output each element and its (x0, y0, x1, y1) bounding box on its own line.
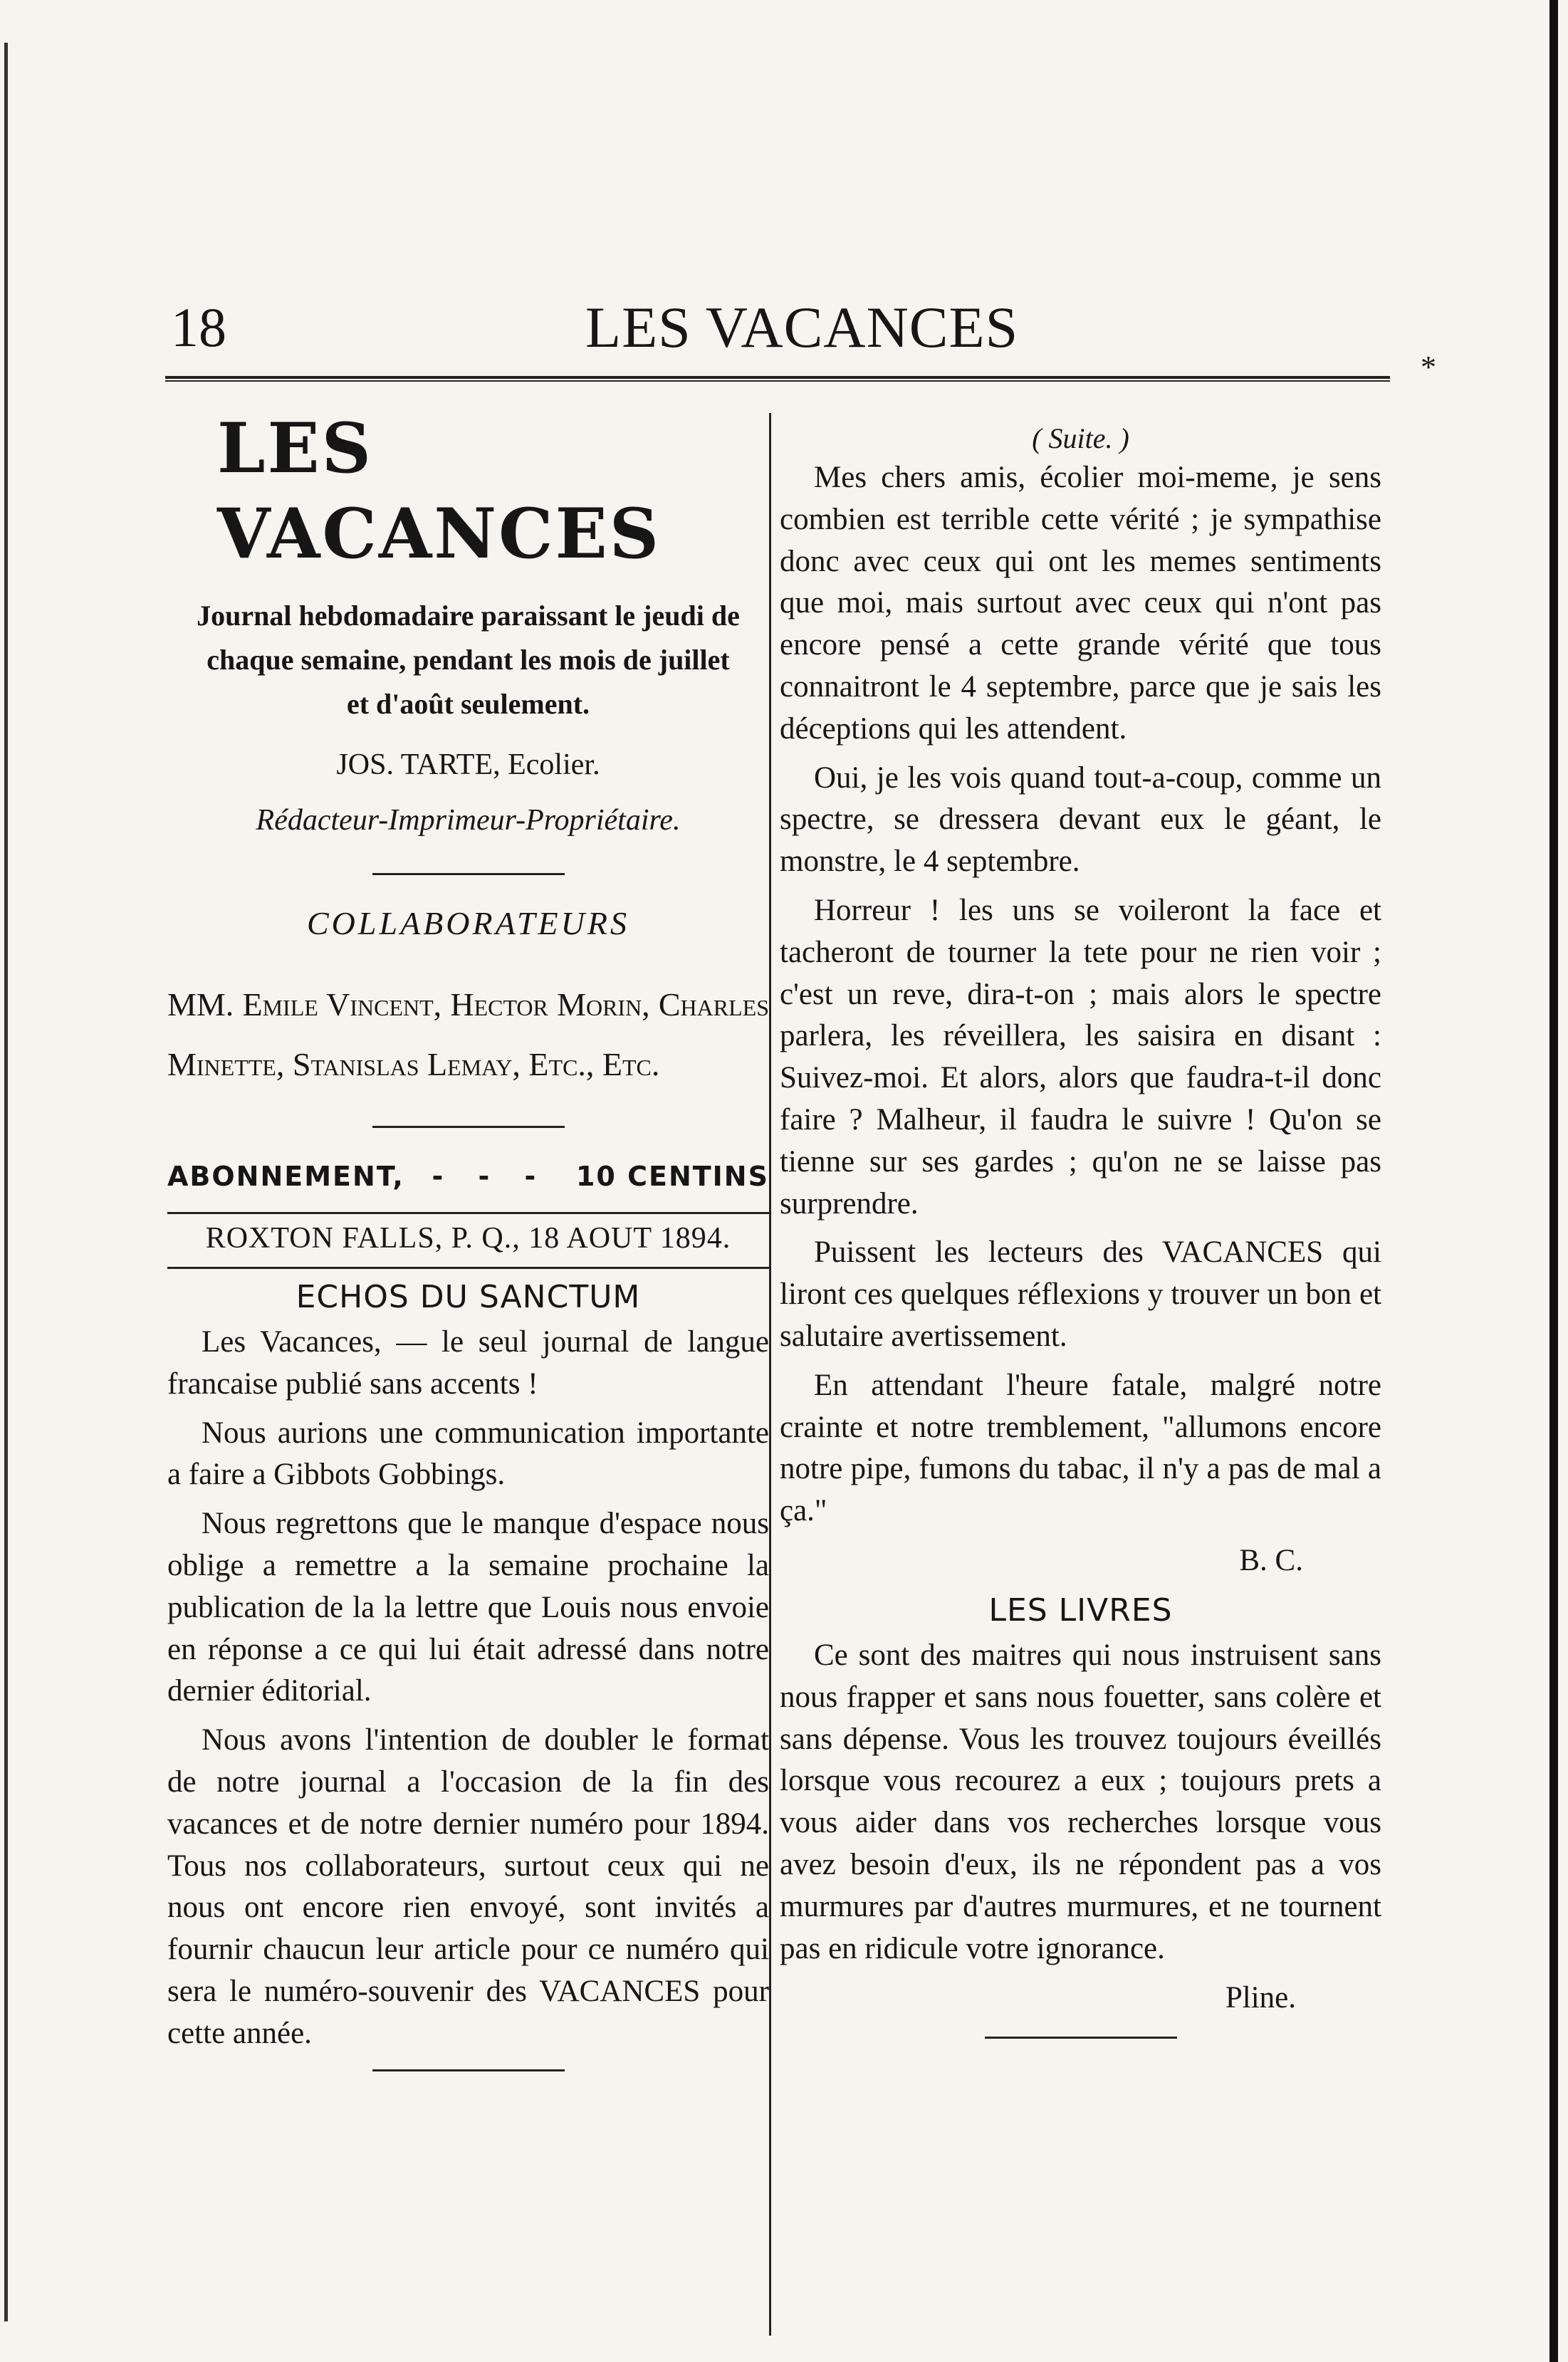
right-column (780, 420, 1381, 2066)
echos-paragraph: Nous regrettons que le manque d'espace nous oblige a remettre a la semaine prochaine la publication de la la lettre que Louis nous envoie en réponse a ce qui lui était adressé dans notre dernier éditorial. (167, 1507, 769, 1708)
abonnement-price: 10 CENTINS (575, 1161, 769, 1192)
rule (167, 1212, 769, 1214)
abonnement-dashes: - - - (432, 1161, 549, 1192)
running-title: LES VACANCES (585, 295, 1019, 360)
header-rule (165, 376, 1390, 382)
short-rule (985, 2037, 1177, 2039)
echos-paragraph: Nous aurions une communication importante a faire a Gibbots Gobbings. (167, 1416, 769, 1492)
rule (167, 1267, 769, 1269)
page-number: 18 (171, 296, 226, 358)
left-column (167, 406, 769, 2099)
dateline: ROXTON FALLS, P. Q., 18 AOUT 1894. (205, 1222, 731, 1255)
collaborateurs-heading: COLLABORATEURS (307, 905, 629, 941)
livres-signature: Pline. (1225, 1981, 1296, 2015)
page-header (165, 292, 1376, 370)
livres-paragraph: Ce sont des maitres qui nous instruisent sans nous frapper et sans nous fouetter, sans colère et sans dépense. Vous les trouvez toujours éveillés lorsque vous recourez a eux ; toujours prets a vous aider dans vos recherches lorsque vous avez besoin d'eux, ils ne répondent pas a vos murmures par d'autres murmures, et ne tournent pas en ridicule votre ignorance. (780, 1638, 1381, 1965)
suite-label: ( Suite. ) (1032, 422, 1129, 454)
abonnement-line (167, 1155, 769, 1198)
collaborateurs-list: MM. Emile Vincent, Hector Morin, Charles Minette, Stanislas Lemay, Etc., Etc. (167, 986, 769, 1082)
echos-paragraph: Les Vacances, — le seul journal de langue francaise publié sans accents ! (167, 1325, 769, 1401)
livres-heading: LES LIVRES (988, 1592, 1173, 1629)
suite-paragraph: En attendant l'heure fatale, malgré notre crainte et notre tremblement, "allumons encore notre pipe, fumons du tabac, il n'y a pas de mal a ça." (780, 1368, 1381, 1528)
short-rule (372, 1126, 565, 1128)
suite-paragraph: Oui, je les vois quand tout-a-coup, comme un spectre, se dressera devant eux le géant, le monstre, le 4 septembre. (780, 761, 1381, 879)
column-divider (769, 413, 771, 2336)
short-rule (372, 2069, 565, 2071)
suite-paragraph: Puissent les lecteurs des VACANCES qui liront ces quelques réflexions y trouver un bon et salutaire avertissement. (780, 1235, 1381, 1353)
echos-heading: ECHOS DU SANCTUM (296, 1279, 641, 1315)
left-scan-edge (4, 43, 8, 2321)
echos-paragraph: Nous avons l'intention de doubler le format de notre journal a l'occasion de la fin des vacances et de notre dernier numéro pour 1894. Tous nos collaborateurs, surtout ceux qui ne nous ont encore rien envoyé, sont invités a fournir chaucun leur article pour ce numéro qui sera le numéro-souvenir des VACANCES pour cette année. (167, 1723, 769, 2050)
masthead-description: Journal hebdomadaire paraissant le jeudi de chaque semaine, pendant les mois de juillet et d'août seulement. (197, 600, 740, 720)
right-scan-edge (1549, 0, 1558, 2362)
masthead-title: LES VACANCES (217, 408, 662, 574)
short-rule (372, 873, 565, 875)
margin-star-mark: * (1421, 350, 1436, 385)
suite-paragraph: Mes chers amis, écolier moi-meme, je sens combien est terrible cette vérité ; je sympathise donc avec ceux qui ont les memes sentiments que moi, mais surtout avec ceux qui n'ont pas encore pensé a cette grande vérité que tous connaitront le 4 septembre, parce que je sais les déceptions qui les attendent. (780, 461, 1381, 746)
abonnement-label: ABONNEMENT, (167, 1161, 404, 1192)
suite-paragraph: Horreur ! les uns se voileront la face et tacheront de tourner la tete pour ne rien voir ; c'est un reve, dira-t-on ; mais alors le spectre parlera, les réveillera, les saisira en disant : Suivez-moi. Et alors, alors que faudra-t-il donc faire ? Malheur, il faudra le suivre ! Qu'on se tienne sur ses gardes ; qu'on ne se laisse pas surprendre. (780, 893, 1381, 1221)
editor-role: Rédacteur-Imprimeur-Propriétaire. (256, 804, 681, 837)
editor-name: JOS. TARTE, Ecolier. (336, 748, 600, 781)
suite-signature: B. C. (1239, 1543, 1303, 1577)
